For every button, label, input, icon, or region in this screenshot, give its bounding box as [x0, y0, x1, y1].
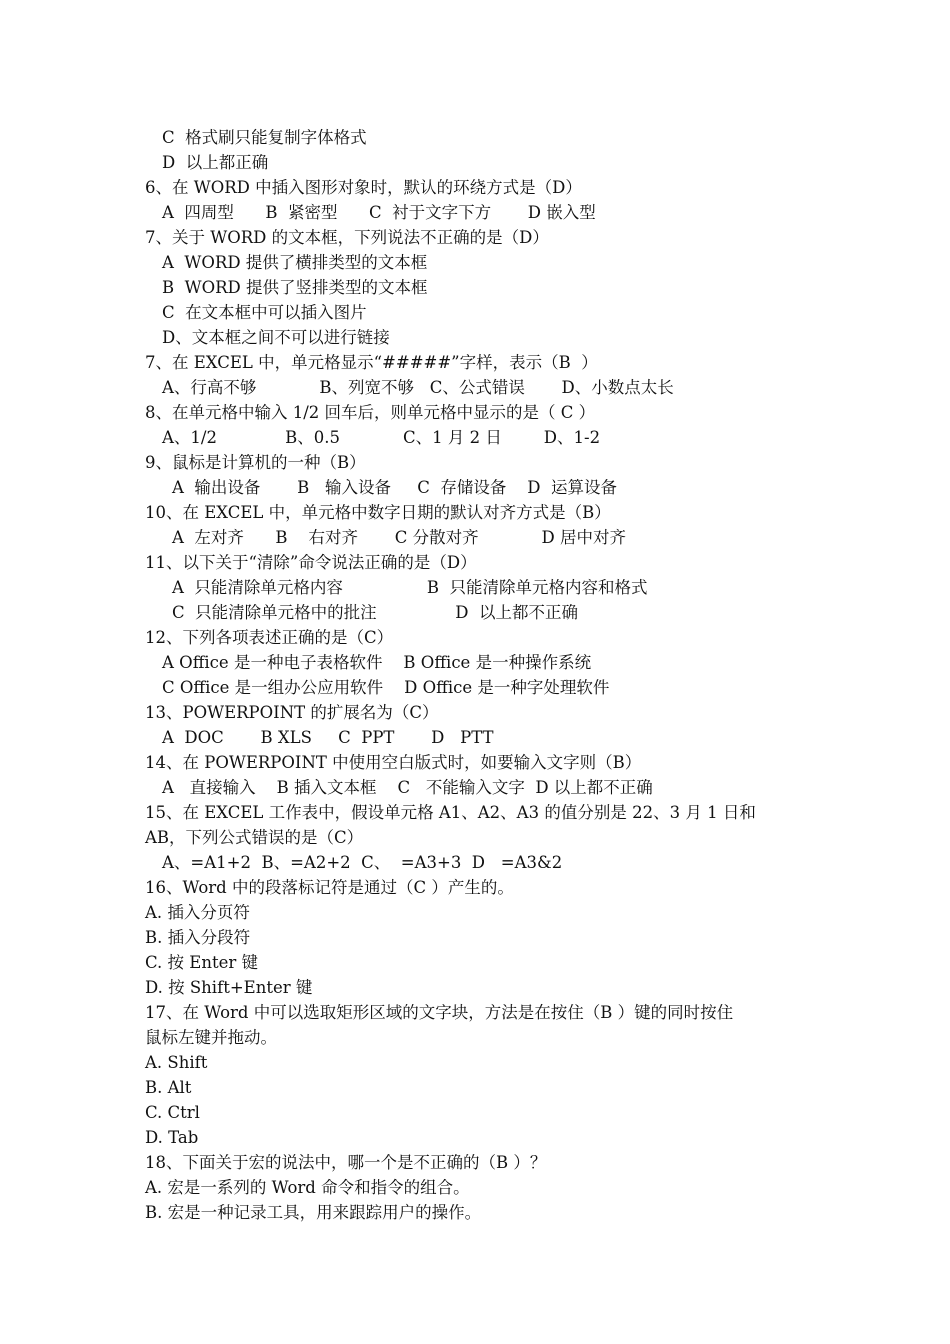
question-line: 18、下面关于宏的说法中，哪一个是不正确的（B ）？: [145, 1153, 547, 1172]
question-line: 9、鼠标是计算机的一种（B）: [145, 453, 366, 472]
question-line: 10、在 EXCEL 中，单元格中数字日期的默认对齐方式是（B）: [145, 503, 611, 522]
option-line: A、1/2 B、0.5 C、1 月 2 日 D、1-2: [162, 428, 601, 447]
question-line: 鼠标左键并拖动。: [145, 1028, 277, 1047]
option-line: A WORD 提供了横排类型的文本框: [162, 253, 428, 272]
option-line: A. Shift: [145, 1053, 208, 1072]
option-line: A Office 是一种电子表格软件 B Office 是一种操作系统: [162, 653, 592, 672]
option-line: B. 宏是一种记录工具，用来跟踪用户的操作。: [145, 1203, 482, 1222]
option-line: D. Tab: [145, 1128, 199, 1147]
option-line: C Office 是一组办公应用软件 D Office 是一种字处理软件: [162, 678, 610, 697]
question-line: AB，下列公式错误的是（C）: [145, 828, 364, 847]
option-line: C 格式刷只能复制字体格式: [162, 128, 367, 147]
question-line: 16、Word 中的段落标记符是通过（C ）产生的。: [145, 878, 514, 897]
option-line: A、=A1+2 B、=A2+2 C、 =A3+3 D =A3&2: [162, 853, 563, 872]
question-line: 15、在 EXCEL 工作表中，假设单元格 A1、A2、A3 的值分别是 22、3 月 1 日和: [145, 803, 756, 822]
option-line: A 左对齐 B 右对齐 C 分散对齐 D 居中对齐: [172, 528, 626, 547]
option-line: A 四周型 B 紧密型 C 衬于文字下方 D 嵌入型: [162, 203, 596, 222]
option-line: A 输出设备 B 输入设备 C 存储设备 D 运算设备: [172, 478, 618, 497]
option-line: A 只能清除单元格内容 B 只能清除单元格内容和格式: [172, 578, 648, 597]
option-line: C 在文本框中可以插入图片: [162, 303, 367, 322]
option-line: B. 插入分段符: [145, 928, 251, 947]
question-line: 6、在 WORD 中插入图形对象时，默认的环绕方式是（D）: [145, 178, 582, 197]
option-line: D、文本框之间不可以进行链接: [162, 328, 390, 347]
option-line: C. 按 Enter 键: [145, 953, 258, 972]
option-line: B WORD 提供了竖排类型的文本框: [162, 278, 428, 297]
option-line: A 直接输入 B 插入文本框 C 不能输入文字 D 以上都不正确: [162, 778, 653, 797]
question-line: 11、以下关于“清除”命令说法正确的是（D）: [145, 553, 477, 572]
question-line: 13、POWERPOINT 的扩展名为（C）: [145, 703, 439, 722]
option-line: A、行高不够 B、列宽不够 C、公式错误 D、小数点太长: [162, 378, 674, 397]
option-line: B. Alt: [145, 1078, 192, 1097]
question-line: 17、在 Word 中可以选取矩形区域的文字块，方法是在按住（B ）键的同时按住: [145, 1003, 734, 1022]
question-line: 8、在单元格中输入 1/2 回车后，则单元格中显示的是（ C ）: [145, 403, 596, 422]
option-line: A. 宏是一系列的 Word 命令和指令的组合。: [145, 1178, 470, 1197]
option-line: D 以上都正确: [162, 153, 269, 172]
option-line: C. Ctrl: [145, 1103, 200, 1122]
option-line: A. 插入分页符: [145, 903, 250, 922]
question-line: 7、在 EXCEL 中，单元格显示“#####”字样，表示（B ）: [145, 353, 598, 372]
option-line: D. 按 Shift+Enter 键: [145, 978, 313, 997]
option-line: A DOC B XLS C PPT D PTT: [162, 728, 494, 747]
question-line: 7、关于 WORD 的文本框，下列说法不正确的是（D）: [145, 228, 549, 247]
question-line: 12、下列各项表述正确的是（C）: [145, 628, 394, 647]
question-line: 14、在 POWERPOINT 中使用空白版式时，如要输入文字则（B）: [145, 753, 642, 772]
option-line: C 只能清除单元格中的批注 D 以上都不正确: [172, 603, 579, 622]
